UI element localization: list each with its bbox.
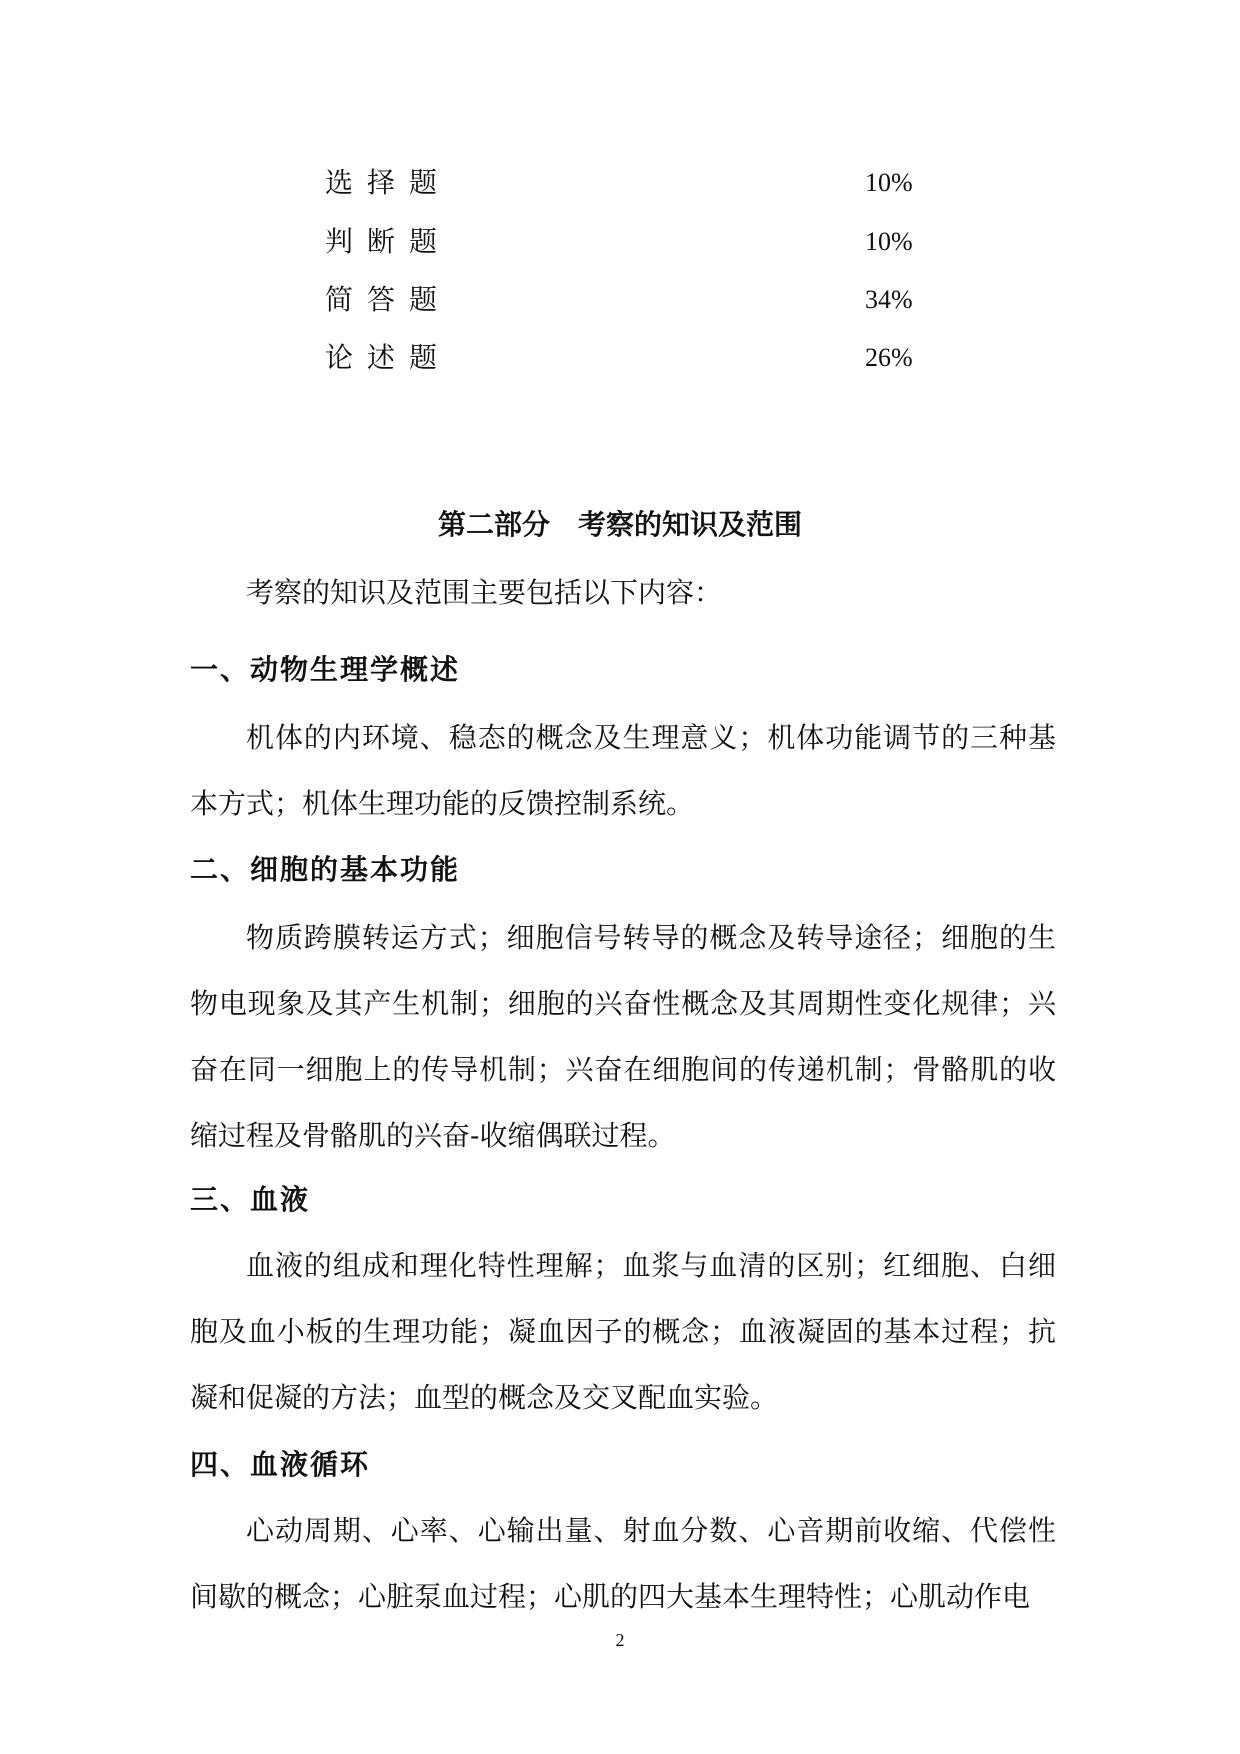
page-number: 2 — [615, 1630, 625, 1650]
score-row — [0, 163, 1240, 203]
score-percentage: 34% — [865, 285, 913, 314]
score-percentage: 10% — [865, 227, 913, 256]
score-percentage: 26% — [865, 343, 913, 372]
score-row — [0, 338, 1240, 378]
question-type-label: 选择题 — [325, 166, 452, 199]
section-body: 机体的内环境、稳态的概念及生理意义；机体功能调节的三种基本方式；机体生理功能的反馈控制系统。 — [190, 721, 1056, 820]
score-percentage: 10% — [865, 168, 913, 197]
section-body: 物质跨膜转运方式；细胞信号转导的概念及转导途径；细胞的生物电现象及其产生机制；细胞的兴奋性概念及其周期性变化规律；兴奋在同一细胞上的传导机制；兴奋在细胞间的传递机制；骨骼肌的收缩过程及骨骼肌的兴奋-收缩偶联过程。 — [190, 921, 1056, 1152]
score-row — [0, 222, 1240, 262]
section-heading: 二、细胞的基本功能 — [190, 853, 461, 886]
section-body: 血液的组成和理化特性理解；血浆与血清的区别；红细胞、白细胞及血小板的生理功能；凝血因子的概念；血液凝固的基本过程；抗凝和促凝的方法；血型的概念及交叉配血实验。 — [190, 1249, 1056, 1414]
section-heading: 四、血液循环 — [190, 1448, 371, 1481]
score-row — [0, 280, 1240, 320]
section-heading: 一、动物生理学概述 — [190, 653, 461, 686]
section-body: 心动周期、心率、心输出量、射血分数、心音期前收缩、代偿性间歇的概念；心脏泵血过程；心肌的四大基本生理特性；心肌动作电 — [190, 1514, 1056, 1613]
question-type-label: 简答题 — [325, 283, 452, 316]
part-title: 第二部分 考察的知识及范围 — [437, 508, 802, 541]
question-type-label: 论述题 — [325, 341, 452, 374]
question-type-label: 判断题 — [325, 225, 452, 258]
intro-paragraph: 考察的知识及范围主要包括以下内容： — [246, 576, 723, 609]
section-heading: 三、血液 — [190, 1183, 311, 1216]
